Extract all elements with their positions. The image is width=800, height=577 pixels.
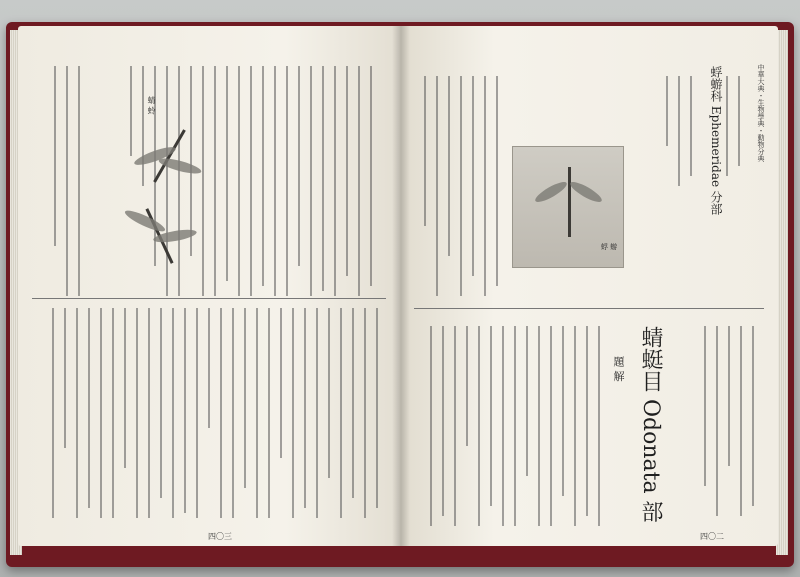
left-divider bbox=[32, 298, 386, 299]
family-title: 蜉蝣科 Ephemeridae 分部 bbox=[709, 66, 723, 215]
left-page bbox=[18, 26, 400, 546]
mayfly-photo bbox=[512, 146, 624, 268]
section-label: 題 解 bbox=[612, 356, 625, 382]
left-page-number: 四〇三 bbox=[208, 532, 232, 541]
right-divider bbox=[414, 308, 764, 309]
book-gutter bbox=[392, 26, 410, 546]
right-page-number: 四〇二 bbox=[700, 532, 724, 541]
left-figure-caption: 蜻 蛉 bbox=[147, 96, 156, 115]
running-header: 中華大典・生物學典・動物分典 bbox=[757, 64, 765, 162]
order-title: 蜻蜓目 Odonata 部 bbox=[638, 326, 663, 523]
right-page bbox=[400, 26, 778, 546]
photo-caption: 蜉 蝣 bbox=[601, 243, 618, 251]
